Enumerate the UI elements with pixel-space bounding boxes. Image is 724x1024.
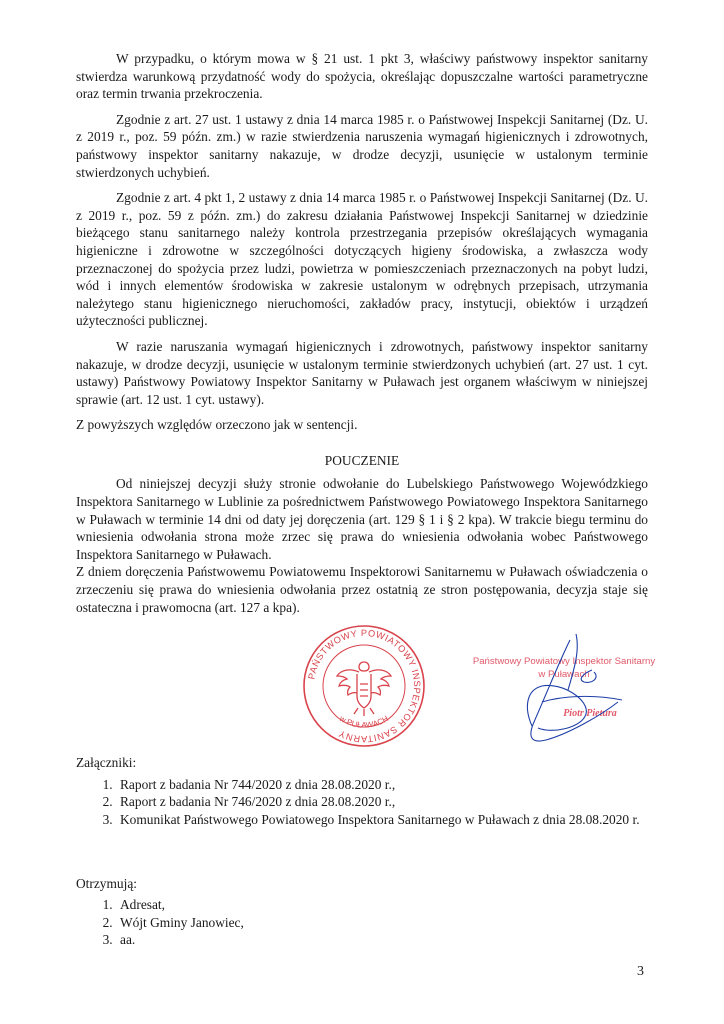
paragraph-art-27: Zgodnie z art. 27 ust. 1 ustawy z dnia 14 marca 1985 r. o Państwowej Inspekcji Sanitarnej (Dz. U. z 2019 r., poz. 59 późn. zm.) w razie stwierdzenia naruszenia wymagań higienicznych i zdrowotnych, państwowy inspektor sanitarny nakazuje, w drodze decyzji, usunięcie w ustalonym terminie stwierdzonych uchybień. <box>76 111 648 180</box>
attachment-item: 3. Komunikat Państwowego Powiatowego Inspektora Sanitarnego w Puławach z dnia 28.08.2020 r. <box>116 811 648 829</box>
seal-bottom-text: w PUŁAWACH <box>338 714 390 730</box>
document-page <box>76 50 656 949</box>
official-seal-icon <box>302 624 426 748</box>
attachment-item: 1. Raport z badania Nr 744/2020 z dnia 28.08.2020 r., <box>116 776 648 794</box>
signature-stamp-name: Piotr Pietura <box>563 708 617 720</box>
page-number: 3 <box>637 964 644 979</box>
recipients-list <box>76 896 648 949</box>
handwritten-signature-icon <box>527 634 622 741</box>
signature-stamp-location: w Puławach <box>538 669 590 681</box>
attachments-label: Załączniki: <box>76 755 137 771</box>
recipient-item: 2. Wójt Gminy Janowiec, <box>116 914 648 932</box>
recipient-item: 3. aa. <box>116 931 648 949</box>
signature-stamp-title: Państwowy Powiatowy Inspektor Sanitarny <box>472 656 656 668</box>
paragraph-conditional-suitability: W przypadku, o którym mowa w § 21 ust. 1 pkt 3, właściwy państwowy inspektor sanitarny stwierdza warunkową przydatność wody do spożycia, określając dopuszczalne wartości parametryczne oraz termin trwania przekroczenia. <box>76 51 648 102</box>
recipients-label: Otrzymują: <box>76 875 137 891</box>
stamps-area <box>76 624 656 752</box>
pouczenie-paragraph-waiver: Z dniem doręczenia Państwowemu Powiatowemu Inspektorowi Sanitarnemu w Puławach oświadczenia o zrzeczeniu się prawa do wniesienia odwołania przez ostatnią ze stron postępowania, decyzja staje się ostateczna i prawomocna (art. 127 a kpa). <box>76 564 648 615</box>
pouczenie-paragraph-appeal: Od niniejszej decyzji służy stronie odwołanie do Lubelskiego Państwowego Wojewódzkiego Inspektora Sanitarnego w Lublinie za pośrednictwem Państwowego Powiatowego Inspektora Sanitarnego w Puławach w terminie 14 dni od daty jej doręczenia (art. 129 § 1 i § 2 kpa). W trakcie biegu terminu do wniesienia odwołania strona może zrzec się prawa do wniesienia odwołania wobec Państwowego Inspektora Sanitarnego w Puławach. <box>76 476 648 562</box>
attachment-item: 2. Raport z badania Nr 746/2020 z dnia 28.08.2020 r., <box>116 793 648 811</box>
recipient-item: 1. Adresat, <box>116 896 648 914</box>
paragraph-art-4: Zgodnie z art. 4 pkt 1, 2 ustawy z dnia 14 marca 1985 r. o Państwowej Inspekcji Sanitarnej (Dz. U. z 2019 r., poz. 59 z późn. zm.) do zakresu działania Państwowej Inspekcji Sanitarnej w dziedzinie bieżącego stanu sanitarnego należy kontrola przestrzegania przepisów określających wymagania higieniczne i zdrowotne w szczególności dotyczących higieny środowiska, a zwłaszcza wody przeznaczonej do spożycia przez ludzi, powietrza w pomieszczeniach przeznaczonych na pobyt ludzi, wód i innych elementów środowiska w zakresie ustalonym w odrębnych przepisach, utrzymania należytego stanu higienicznego nieruchomości, zakładów pracy, instytucji, obiektów i urządzeń użyteczności publicznej. <box>76 190 648 329</box>
signature-stamp <box>472 630 660 748</box>
paragraph-violation-order: W razie naruszania wymagań higienicznych i zdrowotnych, państwowy inspektor sanitarny nakazuje, w drodze decyzji, usunięcie w ustalonym terminie stwierdzonych uchybień (art. 27 ust. 1 cyt. ustawy) Państwowy Powiatowy Inspektor Sanitarny w Puławach jest organem właściwym w niniejszej sprawie (art. 12 ust. 1 cyt. ustawy). <box>76 338 648 407</box>
seal-ring-text: PAŃSTWOWY POWIATOWY INSPEKTOR SANITARNY <box>306 628 423 745</box>
paragraph-conclusion: Z powyższych względów orzeczono jak w sentencji. <box>76 417 358 433</box>
pouczenie-heading: POUCZENIE <box>324 452 400 468</box>
attachments-list <box>76 776 648 829</box>
